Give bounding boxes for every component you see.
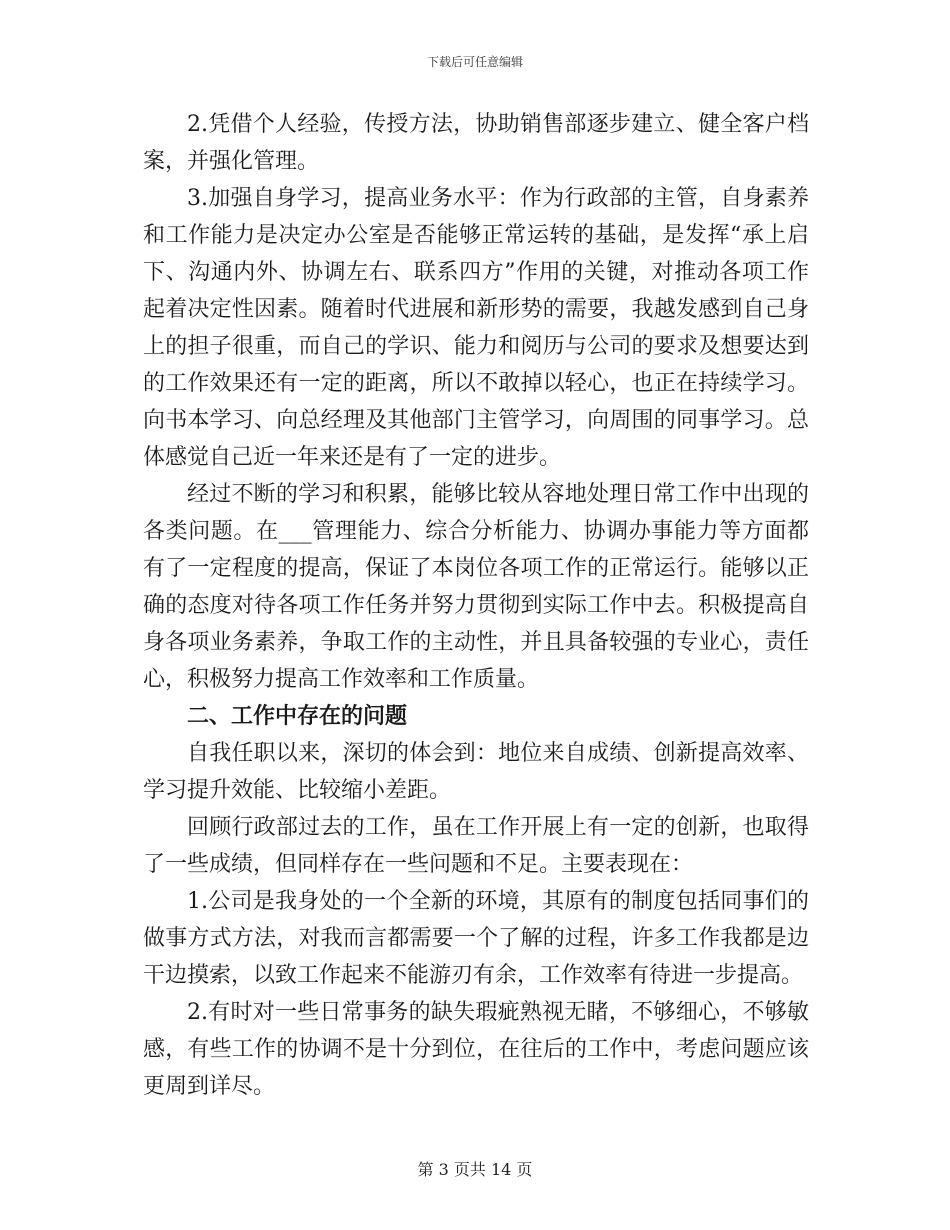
paragraph-review: 回顾行政部过去的工作，虽在工作开展上有一定的创新，也取得了一些成绩，但同样存在一些问题和不足。主要表现在：: [143, 815, 809, 877]
paragraph-problem-2: 2.有时对一些日常事务的缺失瑕疵熟视无睹，不够细心，不够敏感，有些工作的协调不是十分到位，在往后的工作中，考虑问题应该更周到详尽。: [143, 1000, 809, 1099]
page-footer: 第 3 页共 14 页: [417, 1160, 533, 1179]
paragraph-progress: 经过不断的学习和积累，能够比较从容地处理日常工作中出现的各类问题。在___管理能力、综合分析能力、协调办事能力等方面都有了一定程度的提高，保证了本岗位各项工作的正常运行。能够以正确的态度对待各项工作任务并努力贯彻到实际工作中去。积极提高自身各项业务素养，争取工作的主动性，并且具备较强的专业心，责任心，积极努力提高工作效率和工作质量。: [143, 482, 809, 692]
paragraph-archive: 2.凭借个人经验，传授方法，协助销售部逐步建立、健全客户档案，并强化管理。: [143, 112, 809, 174]
document-body: [143, 106, 809, 1105]
paragraph-problem-1: 1.公司是我身处的一个全新的环境，其原有的制度包括同事们的做事方式方法，对我而言都需要一个了解的过程，许多工作我都是边干边摸索，以致工作起来不能游刃有余，工作效率有待进一步提高。: [143, 889, 809, 988]
paragraph-reflection: 自我任职以来，深切的体会到：地位来自成绩、创新提高效率、学习提升效能、比较缩小差距。: [143, 741, 809, 803]
section-heading-problems: 二、工作中存在的问题: [187, 704, 408, 729]
page-header: 下载后可任意编辑: [426, 55, 523, 69]
paragraph-self-study: 3.加强自身学习，提高业务水平：作为行政部的主管，自身素养和工作能力是决定办公室是否能够正常运转的基础，是发挥“承上启下、沟通内外、协调左右、联系四方”作用的关键，对推动各项工作起着决定性因素。随着时代进展和新形势的需要，我越发感到自己身上的担子很重，而自己的学识、能力和阅历与公司的要求及想要达到的工作效果还有一定的距离，所以不敢掉以轻心，也正在持续学习。向书本学习、向总经理及其他部门主管学习，向周围的同事学习。总体感觉自己近一年来还是有了一定的进步。: [143, 186, 809, 470]
